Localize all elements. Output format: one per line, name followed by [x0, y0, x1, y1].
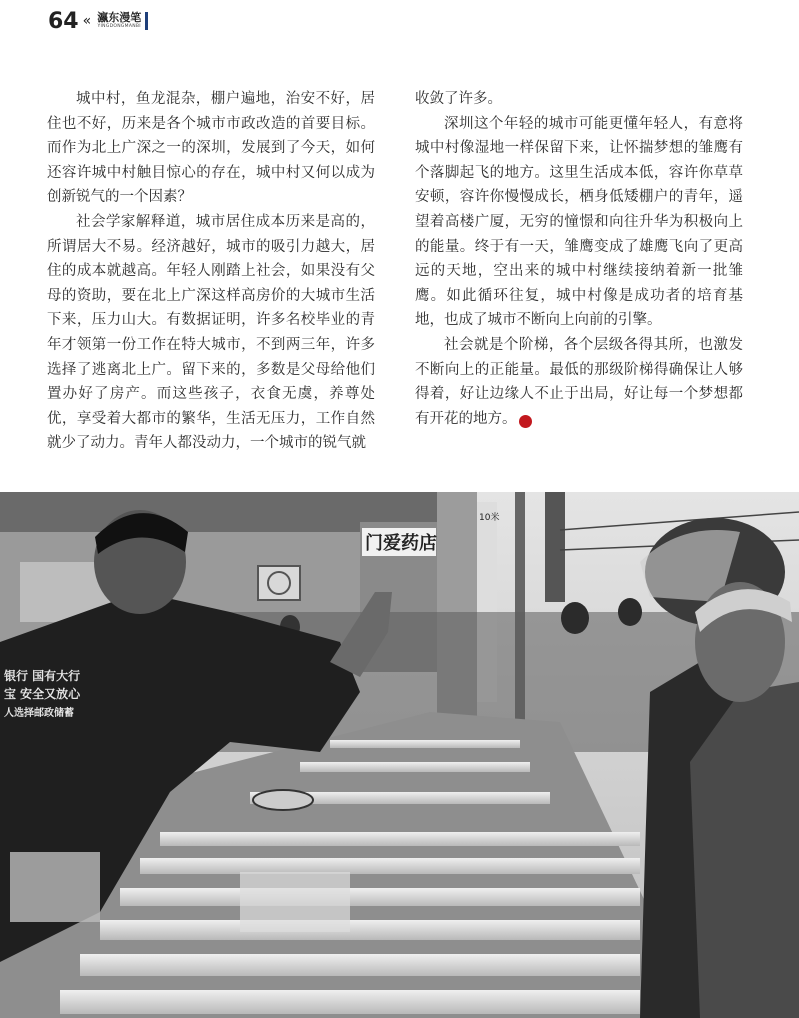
- paragraph: 城中村，鱼龙混杂，棚户遍地，治安不好，居住也不好，历来是各个城市市政改造的首要目标。而作为北上广深之一的深圳，发展到了今天，如何还容许城中村触目惊心的存在，城中村又何以成为创新锐气的一个因素？: [47, 91, 375, 206]
- paragraph: 收敛了许多。: [415, 91, 502, 107]
- column-title: [97, 12, 141, 30]
- goods-bag: [10, 852, 100, 922]
- end-mark-icon: 瀛: [519, 415, 532, 428]
- column-title-cn: 瀛东漫笔: [97, 11, 142, 25]
- shop-sign-text: 门爱药店: [365, 533, 437, 554]
- paragraph-text: 社会就是个阶梯，各个层级各得其所，也激发不断向上的正能量。最低的那级阶梯得确保让人够得着，好让边缘人不止于出局，好让每一个梦想都有开花的地方。: [415, 336, 743, 427]
- vest-text-line-1: 银行 国有大行: [4, 669, 81, 683]
- article-left-column: [47, 87, 375, 456]
- accent-bar: [145, 12, 148, 30]
- vest-text-line-3: 人选择邮政储蓄: [4, 708, 74, 719]
- paragraph: 社会学家解释道，城市居住成本历来是高的，所谓居大不易。经济越好，城市的吸引力越大，居住的成本就越高。年轻人刚踏上社会，如果没有父母的资助，要在北上广深这样高房价的大城市生活下来，压力山大。有数据证明，许多名校毕业的青年才领第一份工作在特大城市，不到两三年，许多选择了逃离北上广。留下来的，多数是父母给他们置办好了房产。而这些孩子，衣食无虞，养尊处优，享受着大都市的繁华，生活无压力，工作自然就少了动力。青年人都没动力，一个城市的锐气就: [47, 213, 375, 452]
- paragraph: 深圳这个年轻的城市可能更懂年轻人，有意将城中村像湿地一样保留下来，让怀揣梦想的雏鹰有个落脚起飞的地方。这里生活成本低，容许你草草安顿，容许你慢慢成长，栖身低矮棚户的青年，遥望着高楼广厦，无穷的憧憬和向往升华为积极向上的能量。终于有一天，雏鹰变成了雄鹰飞向了更高远的天地，空出来的城中村继续接纳着新一批雏鹰。如此循环往复，城中村像是成功者的培育基地，也成了城市不断向上向前的引擎。: [415, 115, 743, 329]
- page-number: 64: [48, 8, 79, 34]
- column-title-pinyin: YINGDONGMANBI: [97, 24, 141, 30]
- bowl: [253, 790, 313, 810]
- vest-text-line-2: 宝 安全又放心: [4, 687, 81, 701]
- paragraph-last: [415, 333, 743, 431]
- pole-sign-text: 10米: [479, 513, 500, 523]
- market-photo: [0, 492, 799, 1018]
- page-header: [48, 8, 148, 34]
- goods-bag: [240, 872, 350, 932]
- double-chevron-icon: «: [82, 13, 92, 29]
- market-photo-illustration: [0, 492, 799, 1018]
- article-right-column: [415, 87, 743, 431]
